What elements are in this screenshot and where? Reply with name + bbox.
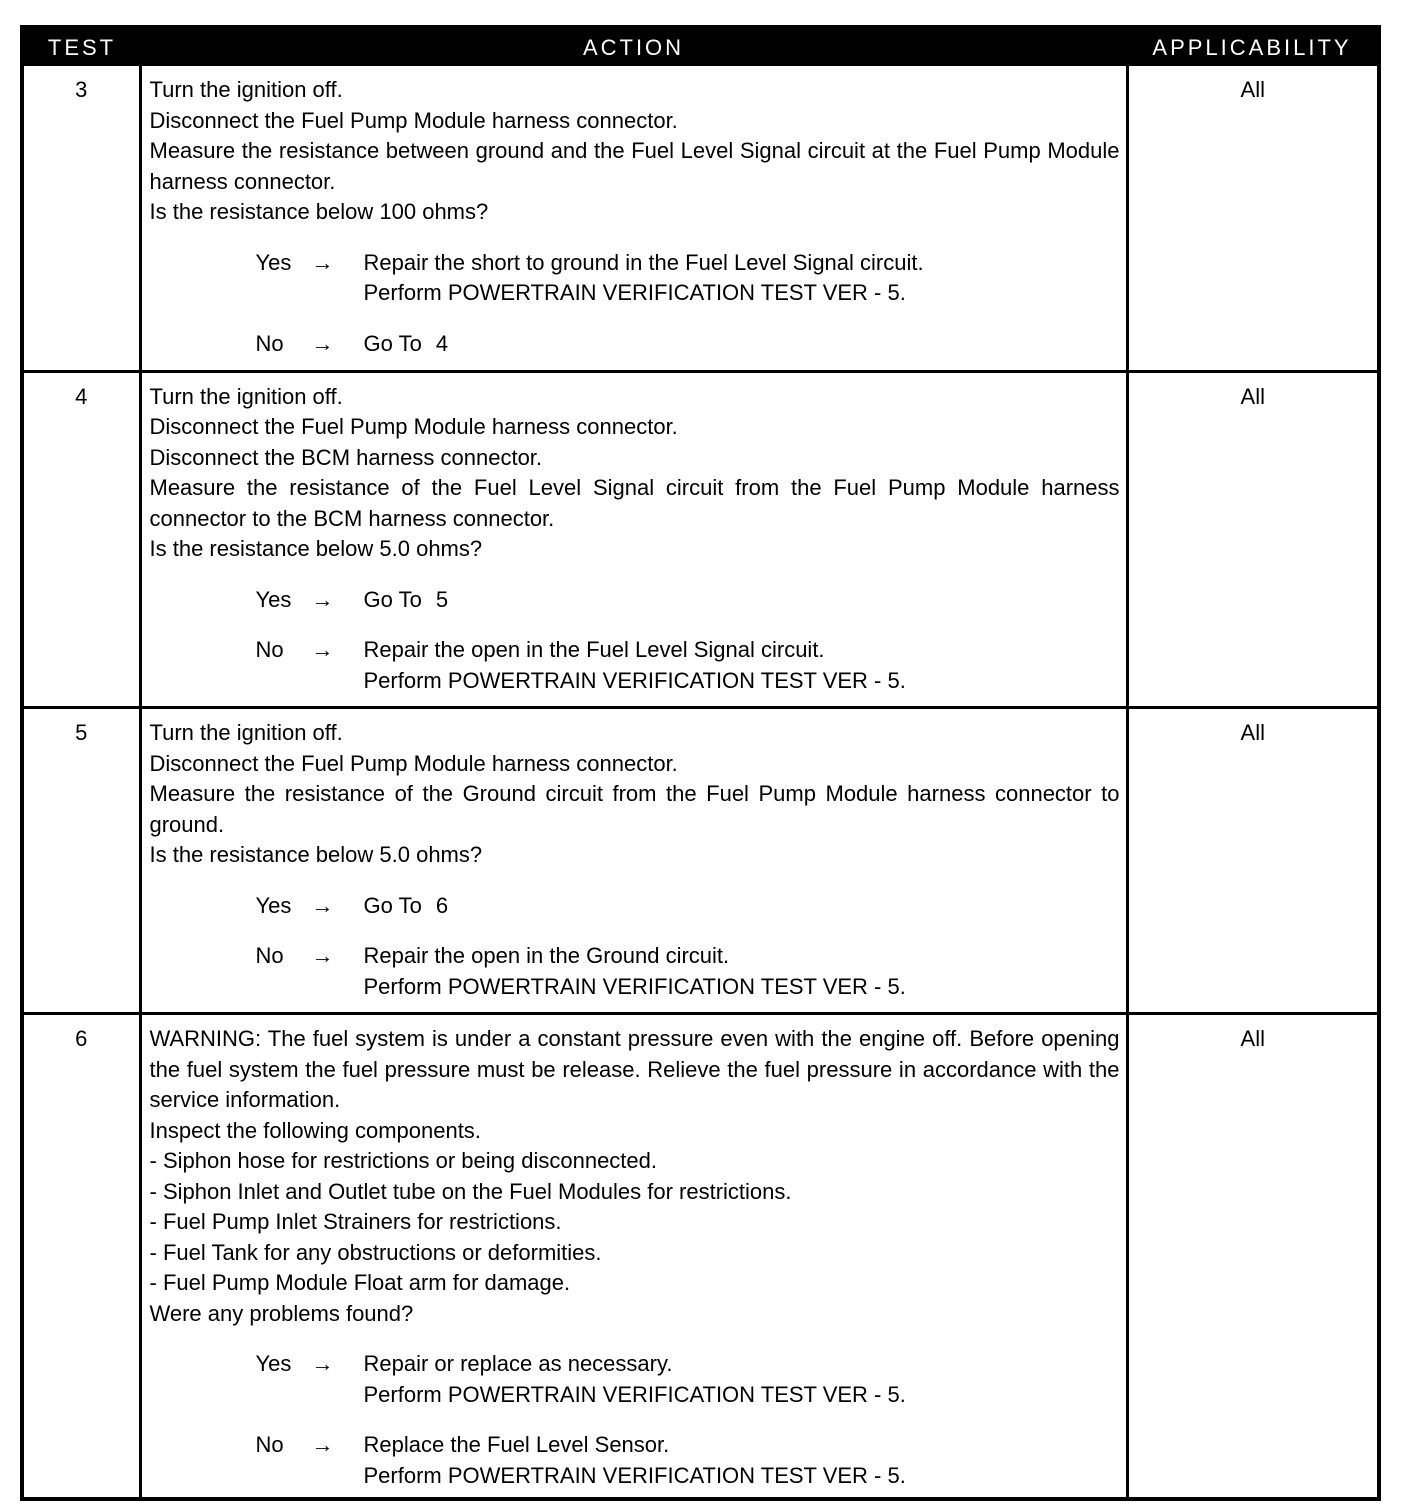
action-question: Is the resistance below 5.0 ohms?: [149, 842, 483, 867]
action-line: Measure the resistance between ground and the Fuel Level Signal circuit at the Fuel Pump Module harness connector.: [149, 138, 1120, 194]
result-line: Repair the open in the Ground circuit.: [363, 943, 730, 968]
arrow-icon: →: [311, 586, 334, 612]
test-number: 5: [24, 708, 140, 1014]
no-result: [150, 941, 1120, 1002]
result-instructions: [364, 1430, 1120, 1491]
action-line: Measure the resistance of the Fuel Level Signal circuit from the Fuel Pump Module harness connector to the BCM harness connector.: [149, 475, 1120, 531]
header-test: TEST: [24, 29, 140, 66]
test-row: [24, 1014, 1377, 1502]
no-label: No: [255, 943, 284, 968]
yes-label: Yes: [255, 249, 292, 275]
test-number: 4: [24, 371, 140, 708]
no-label: No: [255, 637, 284, 662]
table-body: [24, 66, 1377, 1501]
arrow-icon: →: [311, 1351, 334, 1376]
result-line: Perform POWERTRAIN VERIFICATION TEST VER - 5.: [363, 1381, 906, 1407]
no-result: [150, 329, 1120, 360]
goto-link[interactable]: [364, 585, 1120, 616]
goto-label: Go To: [363, 330, 422, 356]
yes-label: Yes: [255, 892, 292, 918]
result-line: Repair the short to ground in the Fuel Level Signal circuit.: [363, 249, 924, 275]
goto-link[interactable]: [364, 891, 1120, 922]
result-instructions: [364, 1349, 1120, 1410]
diagnostic-test-table: [24, 29, 1377, 1501]
goto-link[interactable]: [364, 329, 1120, 360]
inspection-item: - Fuel Tank for any obstructions or deformities.: [149, 1239, 602, 1265]
arrow-icon: →: [311, 637, 334, 662]
no-result: [150, 635, 1120, 696]
test-number: 3: [24, 66, 140, 371]
action-question: Is the resistance below 5.0 ohms?: [149, 536, 483, 561]
yes-result: [150, 1349, 1120, 1410]
result-instructions: [364, 635, 1120, 696]
applicability-value: All: [1127, 66, 1377, 371]
yes-label: Yes: [255, 1351, 292, 1376]
inspection-item: - Fuel Pump Module Float arm for damage.: [149, 1270, 571, 1295]
arrow-icon: →: [311, 330, 334, 356]
inspection-item: - Siphon hose for restrictions or being disconnected.: [149, 1148, 658, 1173]
goto-label: Go To: [363, 586, 422, 612]
test-row: [24, 371, 1377, 708]
test-number: 6: [24, 1014, 140, 1502]
action-question: Were any problems found?: [149, 1300, 414, 1326]
action-line: Disconnect the Fuel Pump Module harness connector.: [149, 414, 678, 439]
result-line: Repair or replace as necessary.: [363, 1351, 673, 1376]
no-result: [150, 1430, 1120, 1491]
header-action: ACTION: [140, 29, 1127, 66]
action-cell: [140, 708, 1127, 1014]
goto-label: Go To: [363, 892, 422, 918]
goto-step: 5: [435, 586, 449, 612]
result-line: Replace the Fuel Level Sensor.: [363, 1432, 670, 1457]
result-line: Perform POWERTRAIN VERIFICATION TEST VER - 5.: [363, 667, 906, 693]
action-line: Turn the ignition off.: [149, 720, 343, 745]
result-line: Perform POWERTRAIN VERIFICATION TEST VER - 5.: [363, 1462, 906, 1488]
action-cell: [140, 1014, 1127, 1502]
yes-result: [150, 891, 1120, 922]
action-line: Turn the ignition off.: [149, 77, 343, 102]
applicability-value: All: [1127, 1014, 1377, 1502]
result-instructions: [364, 248, 1120, 309]
action-line: Disconnect the Fuel Pump Module harness connector.: [149, 750, 678, 776]
action-line: Disconnect the Fuel Pump Module harness connector.: [149, 107, 678, 133]
applicability-value: All: [1127, 708, 1377, 1014]
goto-step: 6: [435, 892, 449, 918]
applicability-value: All: [1127, 371, 1377, 708]
inspection-item: - Fuel Pump Inlet Strainers for restrictions.: [149, 1209, 562, 1234]
action-line: Turn the ignition off.: [149, 383, 343, 409]
action-line: Disconnect the BCM harness connector.: [149, 444, 543, 470]
result-line: Perform POWERTRAIN VERIFICATION TEST VER - 5.: [363, 280, 906, 305]
action-question: Is the resistance below 100 ohms?: [149, 199, 489, 224]
arrow-icon: →: [311, 892, 334, 918]
result-line: Perform POWERTRAIN VERIFICATION TEST VER - 5.: [363, 973, 906, 999]
yes-result: [150, 585, 1120, 616]
arrow-icon: →: [311, 943, 334, 968]
no-label: No: [255, 330, 284, 356]
warning-text: WARNING: The fuel system is under a constant pressure even with the engine off. Before opening the fuel system the fuel pressure must be release. Relieve the fuel pressure in accordance with the service information.: [149, 1026, 1120, 1112]
yes-label: Yes: [255, 586, 292, 612]
result-instructions: [364, 941, 1120, 1002]
action-line: Measure the resistance of the Ground circuit from the Fuel Pump Module harness connector to ground.: [149, 781, 1120, 837]
no-label: No: [255, 1432, 284, 1457]
arrow-icon: →: [311, 1432, 334, 1457]
arrow-icon: →: [311, 249, 334, 275]
yes-result: [150, 248, 1120, 309]
goto-step: 4: [435, 330, 449, 356]
action-cell: [140, 371, 1127, 708]
test-row: [24, 66, 1377, 371]
test-row: [24, 708, 1377, 1014]
action-line: Inspect the following components.: [149, 1117, 481, 1143]
table-header: [24, 29, 1377, 66]
action-cell: [140, 66, 1127, 371]
result-line: Repair the open in the Fuel Level Signal circuit.: [363, 637, 825, 662]
diagnostic-test-table-frame: [20, 25, 1381, 1501]
inspection-item: - Siphon Inlet and Outlet tube on the Fuel Modules for restrictions.: [149, 1178, 792, 1204]
header-applicability: APPLICABILITY: [1127, 29, 1377, 66]
